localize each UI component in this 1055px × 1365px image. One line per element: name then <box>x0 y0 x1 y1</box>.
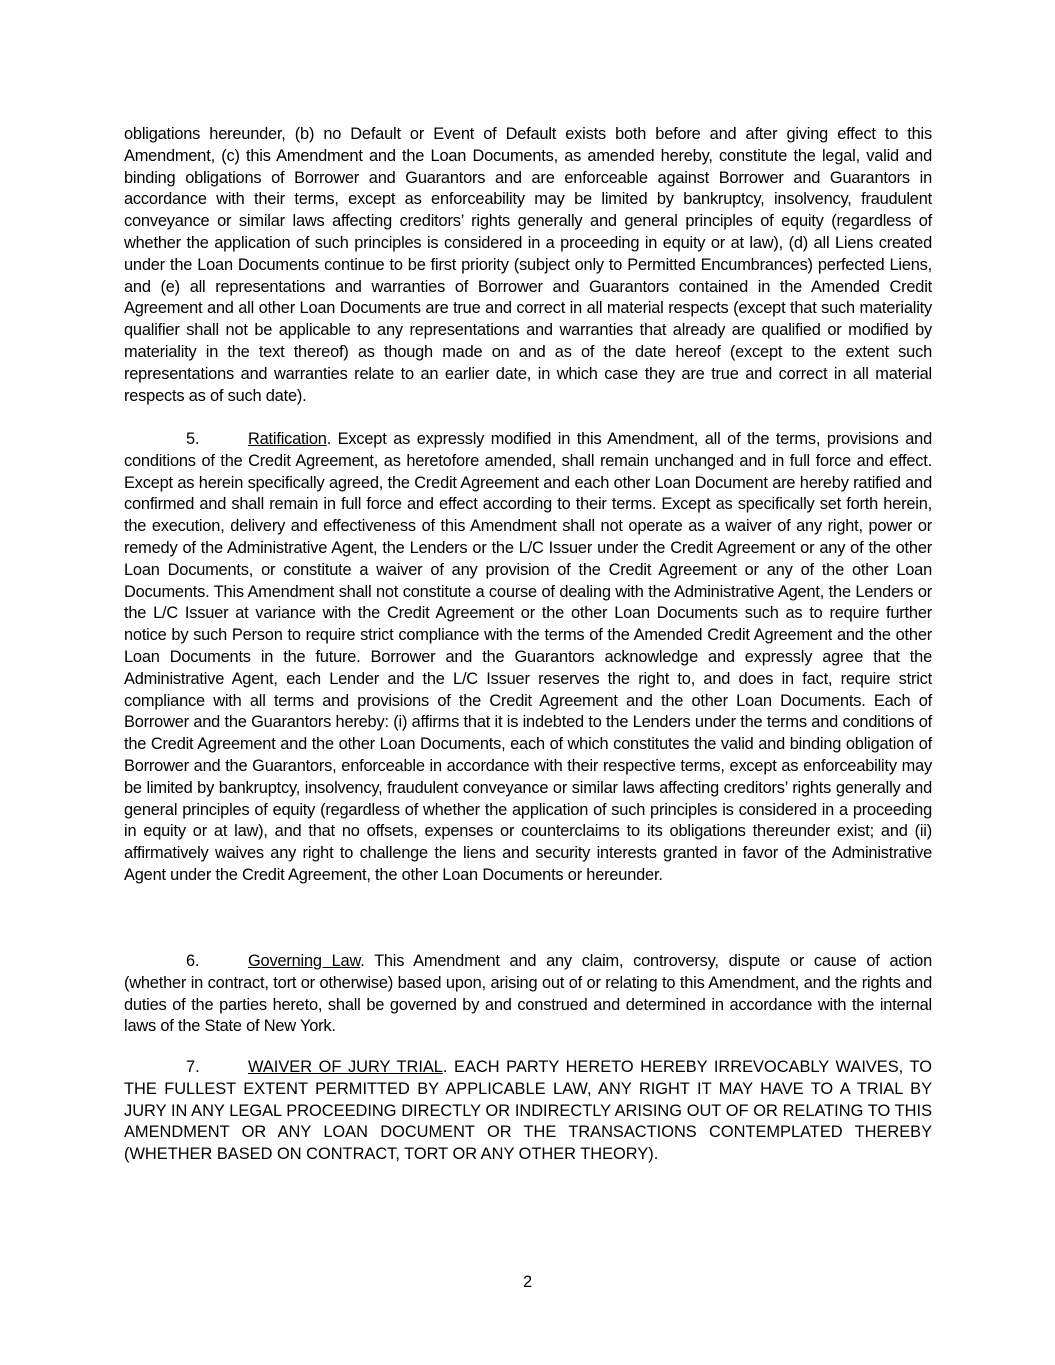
section-7-paragraph <box>124 1057 932 1166</box>
section-6-number: 6. <box>186 952 200 970</box>
page-number: 2 <box>522 1273 533 1291</box>
section-7-number: 7. <box>186 1058 200 1076</box>
section-7-body: . EACH PARTY HERETO HEREBY IRREVOCABLY WAIVES, TO THE FULLEST EXTENT PERMITTED BY APPLICABLE LAW, ANY RIGHT IT MAY HAVE TO A TRIAL BY JURY IN ANY LEGAL PROCEEDING DIRECTLY OR INDIRECTLY ARISING OUT OF OR RELATING TO THIS AMENDMENT OR ANY LOAN DOCUMENT OR THE TRANSACTIONS CONTEMPLATED THEREBY (WHETHER BASED ON CONTRACT, TORT OR ANY OTHER THEORY). <box>124 1058 932 1164</box>
section-5-paragraph <box>124 429 932 887</box>
section-6-paragraph <box>124 951 932 1038</box>
section-6-body: . This Amendment and any claim, controversy, dispute or cause of action (whether in contract, tort or otherwise) based upon, arising out of or relating to this Amendment, and the rights and duties of the parties hereto, shall be governed by and construed and determined in accordance with the internal laws of the State of New York. <box>124 952 932 1036</box>
section-5-heading: Ratification <box>248 430 327 448</box>
section-5-number: 5. <box>186 430 200 448</box>
paragraph-continuation: obligations hereunder, (b) no Default or Event of Default exists both before and after giving effect to this Amendment, (c) this Amendment and the Loan Documents, as amended hereby, constitute the legal, valid and binding obligations of Borrower and Guarantors and are enforceable against Borrower and Guarantors in accordance with their terms, except as enforceability may be limited by bankruptcy, insolvency, fraudulent conveyance or similar laws affecting creditors’ rights generally and general principles of equity (regardless of whether the application of such principles is considered in a proceeding in equity or at law), (d) all Liens created under the Loan Documents continue to be first priority (subject only to Permitted Encumbrances) perfected Liens, and (e) all representations and warranties of Borrower and Guarantors contained in the Amended Credit Agreement and all other Loan Documents are true and correct in all material respects (except that such materiality qualifier shall not be applicable to any representations and warranties that already are qualified or modified by materiality in the text thereof) as though made on and as of the date hereof (except to the extent such representations and warranties relate to an earlier date, in which case they are true and correct in all material respects as of such date). <box>124 125 932 405</box>
section-7-heading: WAIVER OF JURY TRIAL <box>248 1058 443 1076</box>
section-6-heading: Governing Law <box>248 952 361 970</box>
section-5-body: . Except as expressly modified in this Amendment, all of the terms, provisions and conditions of the Credit Agreement, as heretofore amended, shall remain unchanged and in full force and effect. Except as herein specifically agreed, the Credit Agreement and each other Loan Document are hereby ratified and confirmed and shall remain in full force and effect according to their terms. Except as specifically set forth herein, the execution, delivery and effectiveness of this Amendment shall not operate as a waiver of any right, power or remedy of the Administrative Agent, the Lenders or the L/C Issuer under the Credit Agreement or any of the other Loan Documents, or constitute a waiver of any provision of the Credit Agreement or any of the other Loan Documents. This Amendment shall not constitute a course of dealing with the Administrative Agent, the Lenders or the L/C Issuer at variance with the Credit Agreement or the other Loan Documents such as to require further notice by such Person to require strict compliance with the terms of the Amended Credit Agreement and the other Loan Documents in the future. Borrower and the Guarantors acknowledge and expressly agree that the Administrative Agent, each Lender and the L/C Issuer reserves the right to, and does in fact, require strict compliance with all terms and provisions of the Credit Agreement and the other Loan Documents. Each of Borrower and the Guarantors hereby: (i) affirms that it is indebted to the Lenders under the terms and conditions of the Credit Agreement and the other Loan Documents, each of which constitutes the valid and binding obligation of Borrower and the Guarantors, enforceable in accordance with their respective terms, except as enforceability may be limited by bankruptcy, insolvency, fraudulent conveyance or similar laws affecting creditors’ rights generally and general principles of equity (regardless of whether the application of such principles is considered in a proceeding in equity or at law), and that no offsets, expenses or counterclaims to its obligations thereunder exist; and (ii) affirmatively waives any right to challenge the liens and security interests granted in favor of the Administrative Agent under the Credit Agreement, the other Loan Documents or hereunder. <box>124 430 932 884</box>
